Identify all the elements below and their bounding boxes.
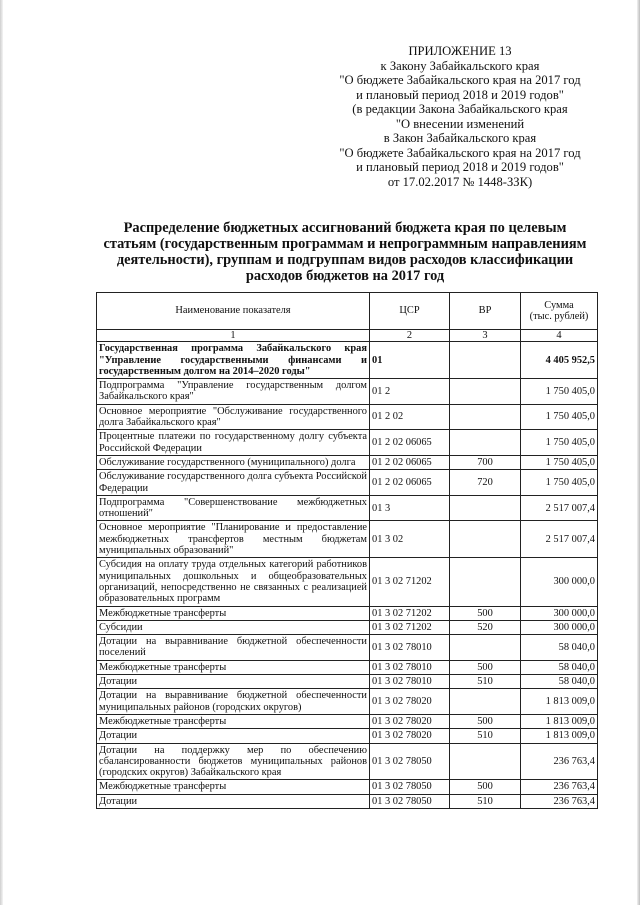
row-sum: 58 040,0 xyxy=(521,675,598,689)
row-name: Межбюджетные трансферты xyxy=(97,780,370,794)
table-row xyxy=(97,379,598,405)
row-name: Государственная программа Забайкальского края "Управление государственными финансами и государственным долгом на 2014–2020 годы" xyxy=(97,342,370,379)
table-row xyxy=(97,558,598,606)
table-row xyxy=(97,635,598,661)
row-csr: 01 3 02 71202 xyxy=(370,606,450,620)
appendix-line: к Закону Забайкальского края xyxy=(380,58,540,73)
row-csr: 01 3 02 78050 xyxy=(370,780,450,794)
appendix-header xyxy=(300,44,620,189)
row-sum: 300 000,0 xyxy=(521,620,598,634)
table-row xyxy=(97,729,598,743)
row-name: Субсидия на оплату труда отдельных категорий работников муниципальных дошкольных и общеобразовательных организаций, непосредственно не связанных с реализацией образовательных программ xyxy=(97,558,370,606)
row-csr: 01 3 02 71202 xyxy=(370,558,450,606)
budget-table xyxy=(96,292,598,809)
table-row xyxy=(97,430,598,456)
row-csr: 01 xyxy=(370,342,450,379)
column-number: 4 xyxy=(521,330,598,342)
row-name: Обслуживание государственного долга субъекта Российской Федерации xyxy=(97,470,370,496)
header-sum-label: Сумма xyxy=(544,299,574,311)
table-body xyxy=(97,342,598,809)
table-row xyxy=(97,521,598,558)
row-sum: 236 763,4 xyxy=(521,780,598,794)
table-row xyxy=(97,620,598,634)
row-csr: 01 2 02 06065 xyxy=(370,455,450,469)
row-name: Процентные платежи по государственному долгу субъекта Российской Федерации xyxy=(97,430,370,456)
row-name: Основное мероприятие "Обслуживание государственного долга Забайкальского края" xyxy=(97,404,370,430)
row-sum: 236 763,4 xyxy=(521,794,598,808)
row-csr: 01 2 02 xyxy=(370,404,450,430)
table-row xyxy=(97,780,598,794)
appendix-line: (в редакции Закона Забайкальского края xyxy=(352,102,568,116)
column-number: 1 xyxy=(97,330,370,342)
header-name: Наименование показателя xyxy=(97,293,370,330)
row-name: Межбюджетные трансферты xyxy=(97,714,370,728)
row-name: Межбюджетные трансферты xyxy=(97,660,370,674)
row-vr: 510 xyxy=(450,729,521,743)
row-vr xyxy=(450,430,521,456)
appendix-line: "О бюджете Забайкальского края на 2017 год xyxy=(339,73,581,87)
row-csr: 01 3 02 78010 xyxy=(370,660,450,674)
row-vr xyxy=(450,404,521,430)
table-row xyxy=(97,495,598,521)
row-vr xyxy=(450,521,521,558)
row-vr: 500 xyxy=(450,714,521,728)
row-sum: 236 763,4 xyxy=(521,743,598,780)
column-number: 2 xyxy=(370,330,450,342)
row-sum: 58 040,0 xyxy=(521,660,598,674)
table-header xyxy=(97,293,598,342)
row-sum: 1 813 009,0 xyxy=(521,689,598,715)
row-vr: 720 xyxy=(450,470,521,496)
row-vr: 500 xyxy=(450,660,521,674)
row-csr: 01 3 02 78050 xyxy=(370,794,450,808)
row-csr: 01 3 02 78020 xyxy=(370,689,450,715)
row-name: Подпрограмма "Совершенствование межбюджетных отношений" xyxy=(97,495,370,521)
table-row xyxy=(97,470,598,496)
row-name: Обслуживание государственного (муниципального) долга xyxy=(97,455,370,469)
row-csr: 01 3 02 78020 xyxy=(370,714,450,728)
row-sum: 300 000,0 xyxy=(521,558,598,606)
table-row xyxy=(97,675,598,689)
header-row xyxy=(97,293,598,330)
row-name: Дотации xyxy=(97,729,370,743)
scan-edge-left xyxy=(0,0,3,905)
table-row xyxy=(97,342,598,379)
row-sum: 2 517 007,4 xyxy=(521,521,598,558)
table-row xyxy=(97,404,598,430)
row-vr: 520 xyxy=(450,620,521,634)
row-name: Дотации xyxy=(97,794,370,808)
title-line: Распределение бюджетных ассигнований бюджета края по целевым xyxy=(123,220,567,236)
table-row xyxy=(97,606,598,620)
appendix-line: "О внесении изменений xyxy=(395,116,525,131)
header-vr: ВР xyxy=(450,293,521,330)
row-vr: 700 xyxy=(450,455,521,469)
row-sum: 1 750 405,0 xyxy=(521,404,598,430)
column-number: 3 xyxy=(450,330,521,342)
row-name: Дотации на выравнивание бюджетной обеспеченности муниципальных районов (городских округов) xyxy=(97,689,370,715)
row-name: Подпрограмма "Управление государственным долгом Забайкальского края" xyxy=(97,379,370,405)
row-csr: 01 2 02 06065 xyxy=(370,430,450,456)
title-line: расходов бюджетов на 2017 год xyxy=(245,268,445,284)
row-name: Дотации на выравнивание бюджетной обеспеченности поселений xyxy=(97,635,370,661)
row-sum: 2 517 007,4 xyxy=(521,495,598,521)
row-sum: 1 750 405,0 xyxy=(521,470,598,496)
row-sum: 58 040,0 xyxy=(521,635,598,661)
row-vr xyxy=(450,689,521,715)
row-vr xyxy=(450,342,521,379)
row-vr: 510 xyxy=(450,675,521,689)
row-sum: 1 750 405,0 xyxy=(521,379,598,405)
row-csr: 01 2 02 06065 xyxy=(370,470,450,496)
table-row xyxy=(97,794,598,808)
appendix-line: ПРИЛОЖЕНИЕ 13 xyxy=(408,44,512,58)
title-line: статьям (государственным программам и непрограммным направлениям xyxy=(103,236,587,252)
header-sum-unit: (тыс. рублей) xyxy=(529,311,589,322)
table-row xyxy=(97,660,598,674)
row-csr: 01 3 02 78050 xyxy=(370,743,450,780)
row-vr xyxy=(450,558,521,606)
table-row xyxy=(97,743,598,780)
appendix-line: от 17.02.2017 № 1448-ЗЗК) xyxy=(387,174,533,189)
header-csr: ЦСР xyxy=(370,293,450,330)
row-name: Основное мероприятие "Планирование и предоставление межбюджетных трансфертов местным бюджетам муниципальных образований" xyxy=(97,521,370,558)
row-sum: 1 750 405,0 xyxy=(521,455,598,469)
row-vr xyxy=(450,495,521,521)
table-row xyxy=(97,689,598,715)
appendix-line: и плановый период 2018 и 2019 годов" xyxy=(356,87,564,102)
row-csr: 01 3 xyxy=(370,495,450,521)
row-vr: 500 xyxy=(450,606,521,620)
row-csr: 01 3 02 71202 xyxy=(370,620,450,634)
row-csr: 01 3 02 78010 xyxy=(370,635,450,661)
table-row xyxy=(97,455,598,469)
table-row xyxy=(97,714,598,728)
row-vr xyxy=(450,379,521,405)
row-csr: 01 3 02 78010 xyxy=(370,675,450,689)
row-sum: 4 405 952,5 xyxy=(521,342,598,379)
title-line: деятельности), группам и подгруппам видов расходов классификации xyxy=(116,252,574,268)
row-csr: 01 3 02 xyxy=(370,521,450,558)
row-vr: 510 xyxy=(450,794,521,808)
document-title xyxy=(92,220,598,284)
row-name: Субсидии xyxy=(97,620,370,634)
row-vr xyxy=(450,635,521,661)
row-vr: 500 xyxy=(450,780,521,794)
row-sum: 1 813 009,0 xyxy=(521,714,598,728)
row-sum: 1 813 009,0 xyxy=(521,729,598,743)
appendix-line: и плановый период 2018 и 2019 годов" xyxy=(356,160,564,174)
row-name: Дотации на поддержку мер по обеспечению сбалансированности бюджетов муниципальных районов (городских округов) Забайкальского края xyxy=(97,743,370,780)
row-name: Дотации xyxy=(97,675,370,689)
row-csr: 01 2 xyxy=(370,379,450,405)
appendix-line: "О бюджете Забайкальского края на 2017 год xyxy=(339,145,581,160)
row-csr: 01 3 02 78020 xyxy=(370,729,450,743)
row-sum: 300 000,0 xyxy=(521,606,598,620)
appendix-line: в Закон Забайкальского края xyxy=(383,131,537,145)
row-vr xyxy=(450,743,521,780)
row-name: Межбюджетные трансферты xyxy=(97,606,370,620)
header-sum xyxy=(521,293,598,330)
row-sum: 1 750 405,0 xyxy=(521,430,598,456)
column-number-row xyxy=(97,330,598,342)
